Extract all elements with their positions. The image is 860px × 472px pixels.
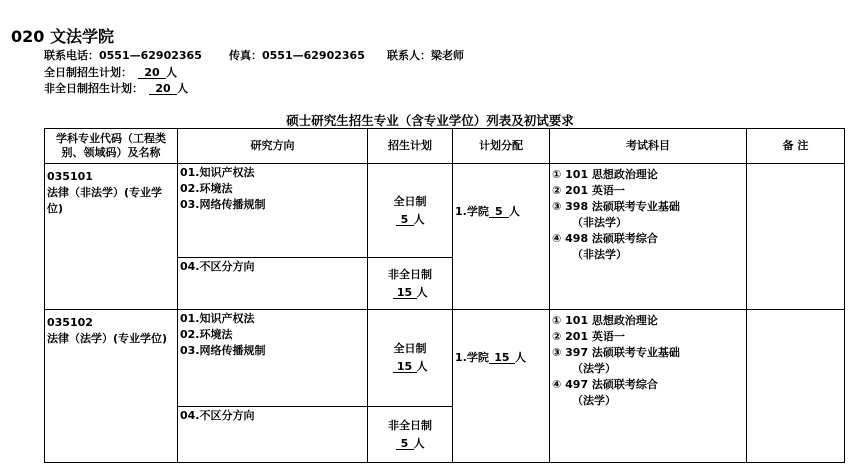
contact-phone [44,47,202,63]
exam-item: ② 201 英语一 [552,184,625,197]
exam-cell [550,310,747,463]
direction-item: 01.知识产权法 [180,166,255,179]
direction-cell [178,407,368,463]
phone-value: 0551—62902365 [99,49,202,62]
fax-value: 0551—62902365 [262,49,365,62]
direction-item: 03.网络传播规制 [180,344,266,357]
exam-item: ① 101 思想政治理论 [552,314,658,327]
contact-fax [229,47,365,63]
direction-item: 04.不区分方向 [180,409,255,422]
direction-cell [178,164,368,258]
notes-cell [747,164,845,310]
direction-cell [178,258,368,310]
header-alloc: 计划分配 [453,129,550,164]
parttime-plan-label: 非全日制招生计划： [44,82,143,95]
plan-unit: 人 [416,285,428,299]
direction-item: 03.网络传播规制 [180,198,266,211]
fulltime-plan-unit: 人 [166,66,177,79]
alloc-cell [453,310,550,463]
plan-unit: 人 [416,360,428,373]
table-row [45,310,845,407]
program-code-cell [45,310,178,463]
plan-unit: 人 [413,212,425,226]
notes-cell [747,310,845,463]
direction-item: 02.环境法 [180,328,233,341]
plan-cell [368,407,453,463]
alloc-unit: 人 [508,205,520,218]
fulltime-plan-label: 全日制招生计划： [44,66,132,79]
plan-count: 5 [396,438,414,450]
exam-item: （法学） [572,394,616,407]
person-label: 联系人： [387,49,431,62]
exam-cell [550,164,747,310]
table-title: 硕士研究生招生专业（含专业学位）列表及初试要求 [286,113,574,128]
college-title: 020 文法学院 [11,27,114,46]
direction-item: 01.知识产权法 [180,312,255,325]
direction-item: 04.不区分方向 [180,260,255,273]
exam-item: （非法学） [572,248,627,261]
fulltime-plan-count: 20 [138,67,166,79]
exam-item: ③ 397 法硕联考专业基础 [552,346,680,359]
header-plan: 招生计划 [368,129,453,164]
plan-label: 全日制 [393,194,427,208]
plan-count: 15 [393,287,417,299]
program-code: 035102 [47,316,93,329]
fulltime-plan [44,64,177,80]
exam-item: （非法学） [572,216,627,229]
plan-cell [368,164,453,258]
alloc-label: 1.学院 [455,351,489,364]
direction-item: 02.环境法 [180,182,233,195]
exam-item: ① 101 思想政治理论 [552,168,658,181]
exam-item: ③ 398 法硕联考专业基础 [552,200,680,213]
plan-unit: 人 [413,436,425,450]
program-name: 法律（非法学）(专业学位) [47,186,163,215]
program-code-cell [45,164,178,310]
table-row [45,164,845,258]
header-exam: 考试科目 [550,129,747,164]
exam-item: ② 201 英语一 [552,330,625,343]
exam-item: ④ 498 法硕联考综合 [552,232,658,245]
plan-label: 全日制 [393,342,427,355]
parttime-plan-unit: 人 [177,82,188,95]
plan-label: 非全日制 [388,267,432,281]
parttime-plan-count: 20 [149,83,177,95]
phone-label: 联系电话： [44,49,99,62]
program-code: 035101 [47,170,93,183]
contact-person [387,47,464,63]
alloc-cell [453,164,550,310]
alloc-count: 15 [489,352,515,364]
exam-item: ④ 497 法硕联考综合 [552,378,658,391]
table-header-row [45,129,845,164]
plan-cell [368,310,453,407]
parttime-plan [44,80,188,96]
person-value: 梁老师 [431,49,464,62]
program-table [44,128,845,463]
header-direction: 研究方向 [178,129,368,164]
header-notes: 备 注 [747,129,845,164]
direction-cell [178,310,368,407]
plan-count: 5 [396,214,414,226]
alloc-label: 1.学院 [455,205,489,218]
header-code: 学科专业代码（工程类别、领域码）及名称 [45,129,178,164]
plan-count: 15 [393,361,417,373]
fax-label: 传真： [229,49,262,62]
plan-cell [368,258,453,310]
alloc-count: 5 [489,206,509,218]
plan-label: 非全日制 [388,418,432,432]
alloc-unit: 人 [514,351,526,364]
program-name: 法律（法学）(专业学位) [47,332,168,345]
exam-item: （法学） [572,362,616,375]
